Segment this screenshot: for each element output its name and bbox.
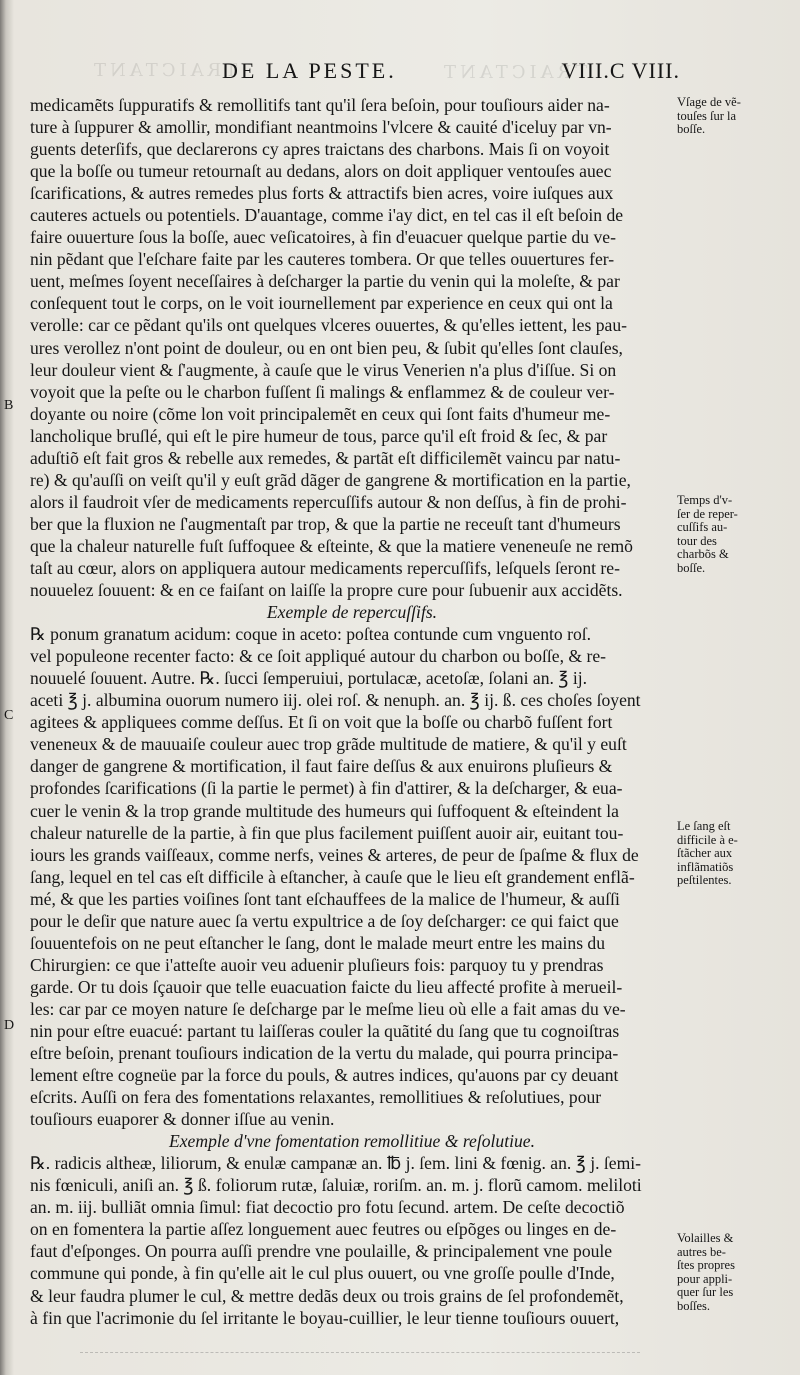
text-line: nin pour eſtre euacué: partant tu laiſſeras couler la quãtité du ſang que tu cognoiſtras: [30, 1020, 620, 1041]
margin-note-line: inflãmatiõs: [677, 859, 734, 874]
paragraph-block-1: [30, 94, 674, 601]
margin-note-line: tour des: [677, 533, 717, 548]
text-line: medicamẽts ſuppuratifs & remollitifs tant qu'il ſera beſoin, pour touſiours aider na-: [30, 95, 610, 115]
text-line: nouuelez ſouuent: & en ce faiſant on laiſſe la propre cure pour ſubuenir aux accidẽts.: [30, 580, 623, 601]
text-line: guents deterſifs, que declarerons cy apres traictans des charbons. Mais ſi on voyoit: [30, 139, 610, 160]
subheading-fomentation: Exemple d'vne fomentation remollitiue & reſolutiue.: [169, 1131, 535, 1152]
text-line: eſcrits. Auſſi on fera des fomentations relaxantes, remollitiues & reſolutiues, pour: [30, 1087, 602, 1108]
subheading-repercussifs: Exemple de repercuſſifs.: [266, 602, 438, 623]
margin-note-line: cuſſifs au-: [677, 520, 728, 534]
text-line: ture à ſuppurer & amollir, mondifiant neantmoins l'vlcere & cauité d'iceluy par vn-: [30, 117, 612, 138]
margin-note-line: Vſage de vẽ-: [677, 95, 741, 109]
text-line: leur douleur vient & ſ'augmente, à cauſe que le virus Venerien n'a plus d'iſſue. Si on: [30, 359, 617, 380]
margin-note-repercussifs: [677, 494, 795, 575]
text-line: ℞. radicis altheæ, liliorum, & enulæ campanæ an. ℔ j. ſem. lini & fœnig. an. ℥ j. ſemi-: [30, 1153, 642, 1174]
margin-note-ventouses: [677, 96, 795, 137]
text-line: lancholique bruſlé, qui eſt le pire humeur de tous, parce qu'il eſt froid & ſec, & par: [30, 425, 608, 446]
margin-note-volailles: [677, 1232, 795, 1313]
margin-note-line: autres be-: [677, 1244, 726, 1259]
text-line: profondes ſcarifications (ſi la partie le permet) à fin d'attirer, & la deſcharger, & eua-: [30, 778, 623, 799]
margin-note-line: quer ſur les: [677, 1285, 734, 1299]
margin-note-line: Volailles &: [677, 1231, 734, 1245]
margin-note-line: boſſe.: [677, 560, 706, 575]
margin-note-line: ſtãcher aux: [677, 846, 733, 860]
text-line: alors il faudroit vſer de medicaments repercuſſifs autour & non deſſus, à fin de prohi-: [30, 491, 627, 512]
paragraph-block-2: [30, 623, 674, 1130]
text-line: doyante ou noire (cõme lon voit principalemẽt en ceux qui ſont faits d'humeur me-: [30, 403, 611, 424]
margin-note-sang: [677, 820, 795, 888]
margin-note-line: Temps d'v-: [677, 493, 733, 507]
text-line: chaleur naturelle de la partie, à fin que plus facilement puiſſent auoir air, euitant tou-: [30, 822, 624, 843]
text-line: ſang, lequel en tel cas eſt difficile à eſtancher, à cauſe que le lieu eſt grandement enflã-: [30, 866, 635, 887]
margin-note-line: charbõs &: [677, 547, 729, 561]
text-line: faire ouuerture ſous la boſſe, auec veſicatoires, à fin d'euacuer quelque partie du ve-: [30, 227, 616, 248]
text-line: ſcarifications, & autres remedes plus forts & attractifs bien acres, voire iuſques aux: [30, 183, 614, 204]
text-line: ℞ ponum granatum acidum: coque in aceto: poſtea contunde cum vnguento roſ.: [30, 624, 592, 645]
margin-note-line: boſſe.: [677, 122, 706, 136]
margin-note-line: ſtes propres: [677, 1258, 735, 1272]
margin-note-line: ſer de reper-: [677, 506, 738, 521]
text-line: ſouuentefois on ne peut eſtancher le ſang, dont le malade meurt entre les mains du: [30, 932, 606, 953]
folio-number: VIII.C VIII.: [561, 58, 680, 83]
text-line: les: car par ce moyen nature ſe deſcharge par le meſme lieu où elle a fait amas du ve-: [30, 998, 626, 1019]
text-line: on en fomentera la partie aſſez longuement auec feutres ou eſpõges ou linges en de-: [30, 1219, 617, 1240]
text-line: iours les grands vaiſſeaux, comme nerfs, veines & arteres, de peur de ſpaſme & flux de: [30, 844, 639, 865]
text-line: mé, & que les parties voiſines ſont tant eſchauffees de la malice de l'humeur, & auſſi: [30, 888, 620, 909]
text-line: que la boſſe ou tumeur retournaſt au dedans, alors on doit appliquer ventouſes auec: [30, 161, 612, 182]
text-line: nouuelé ſouuent. Autre. ℞. ſucci ſemperuiui, portulacæ, acetoſæ, ſolani an. ℥ ij.: [30, 668, 588, 689]
text-line: veneneux & de mauuaiſe couleur auec trop grãde multitude de matiere, & qu'il y euſt: [30, 734, 627, 755]
text-line: ures verollez n'ont point de douleur, ou en ont bien peu, & ſubit qu'elles ſont clauſes,: [30, 337, 623, 358]
text-line: que la chaleur naturelle fuſt ſuffoquee & eſteinte, & que la matiere veneneuſe ne remõ: [30, 535, 633, 556]
margin-note-line: difficile à e-: [677, 832, 738, 847]
bottom-rule: [80, 1352, 640, 1354]
main-text-block: [30, 94, 674, 1329]
text-line: an. m. iij. bulliãt omnia ſimul: fiat decoctio pro fotu ſecund. artem. De ceſte decoctiõ: [30, 1197, 625, 1218]
text-line: & leur faudra plumer le cul, & mettre dedãs deux ou trois grains de ſel profondemẽt,: [30, 1285, 624, 1306]
text-line: touſiours euaporer & donner iſſue au venin.: [30, 1109, 335, 1130]
text-line: verolle: car ce pẽdant qu'ils ont quelques vlceres ouuertes, & qu'elles iettent, les pau-: [30, 315, 627, 336]
text-line: commune qui ponde, à fin qu'elle ait le cul plus ouuert, ou vne groſſe poulle d'Inde,: [30, 1263, 615, 1284]
text-line: ber que la fluxion ne ſ'augmentaſt par trop, & que la partie ne receuſt tant d'humeurs: [30, 513, 621, 534]
text-line: eſtre beſoin, prenant touſiours indication de la vertu du malade, qui pourra principa-: [30, 1043, 619, 1064]
margin-note-line: touſes ſur la: [677, 108, 737, 123]
text-line: uent, meſmes ſoyent neceſſaires à deſcharger la partie du venin qui la moleſte, & par: [30, 271, 620, 292]
text-line: garde. Or tu dois ſçauoir que telle euacuation faicte du lieu affecté profite à merueil-: [30, 976, 623, 997]
margin-letter-c: C: [4, 708, 14, 723]
margin-note-line: pour appli-: [677, 1271, 733, 1286]
text-line: faut d'eſponges. On pourra auſſi prendre vne poulaille, & principalement vne poule: [30, 1241, 613, 1262]
text-line: aceti ℥ j. albumina ouorum numero iij. olei roſ. & nenuph. an. ℥ ij. ß. ces choſes ſoyent: [30, 690, 641, 711]
margin-note-line: Le ſang eſt: [677, 819, 731, 833]
text-line: agitees & appliquees comme deſſus. Et ſi on voit que la boſſe ou charbõ fuſſent fort: [30, 712, 613, 733]
text-line: lement eſtre cogneüe par la force du pouls, & autres indices, qu'auons par cy deuant: [30, 1065, 619, 1086]
text-line: vel populeone recenter facto: & ce ſoit appliqué autour du charbon ou boſſe, & re-: [30, 646, 606, 667]
running-header: [210, 58, 680, 88]
text-line: danger de gangrene & mortification, il faut faire deſſus & aux enuirons pluſieurs &: [30, 756, 613, 777]
text-line: voyoit que la peſte ou le charbon fuſſent ſi malings & enflammez & de couleur ver-: [30, 381, 615, 402]
margin-note-line: peſtilentes.: [677, 873, 732, 887]
running-title: DE LA PESTE.: [222, 58, 397, 83]
text-line: cuer le venin & la trop grande multitude des humeurs qui ſuffoquent & eſteindent la: [30, 800, 619, 821]
text-line: cauteres actuels ou potentiels. D'auantage, comme i'ay dict, en tel cas il eſt beſoin de: [30, 205, 624, 226]
bleed-through-text: TRAICTANT: [90, 60, 238, 81]
text-line: nin pẽdant que l'eſchare faite par les cauteres tombera. Or que telles ouuertures fer-: [30, 249, 615, 270]
text-line: Chirurgien: ce que i'atteſte auoir veu aduenir pluſieurs fois: parquoy tu y prendras: [30, 954, 604, 975]
margin-letter-b: B: [4, 398, 14, 413]
text-line: conſequent tout le corps, on le voit iournellement par experience en ceux qui ont la: [30, 293, 613, 314]
text-line: nis fœniculi, aniſi an. ℥ ß. foliorum rutæ, ſaluiæ, roriſm. an. m. j. florũ camom. meliloti: [30, 1175, 642, 1196]
bleed-through-text: TRAICTANT: [440, 62, 588, 83]
margin-note-line: boſſes.: [677, 1298, 710, 1313]
text-line: pour le deſir que nature auec ſa vertu expultrice a de ſoy deſcharger: ce qui faict que: [30, 910, 619, 931]
paragraph-block-3: [30, 1152, 674, 1328]
text-line: aduſtiõ eſt fait gros & rebelle aux remedes, & partãt eſt difficilemẽt vaincu par natu-: [30, 447, 621, 468]
text-line: à fin que l'acrimonie du ſel irritante le boyau-cuillier, le leur tienne touſiours ouuert,: [30, 1307, 620, 1328]
text-line: taſt au cœur, alors on appliquera autour medicaments repercuſſifs, leſquels ſeront re-: [30, 557, 620, 578]
text-line: re) & qu'auſſi on veiſt qu'il y euſt grãd dãger de gangrene & mortification en la partie,: [30, 469, 631, 490]
margin-letter-d: D: [4, 1018, 15, 1033]
